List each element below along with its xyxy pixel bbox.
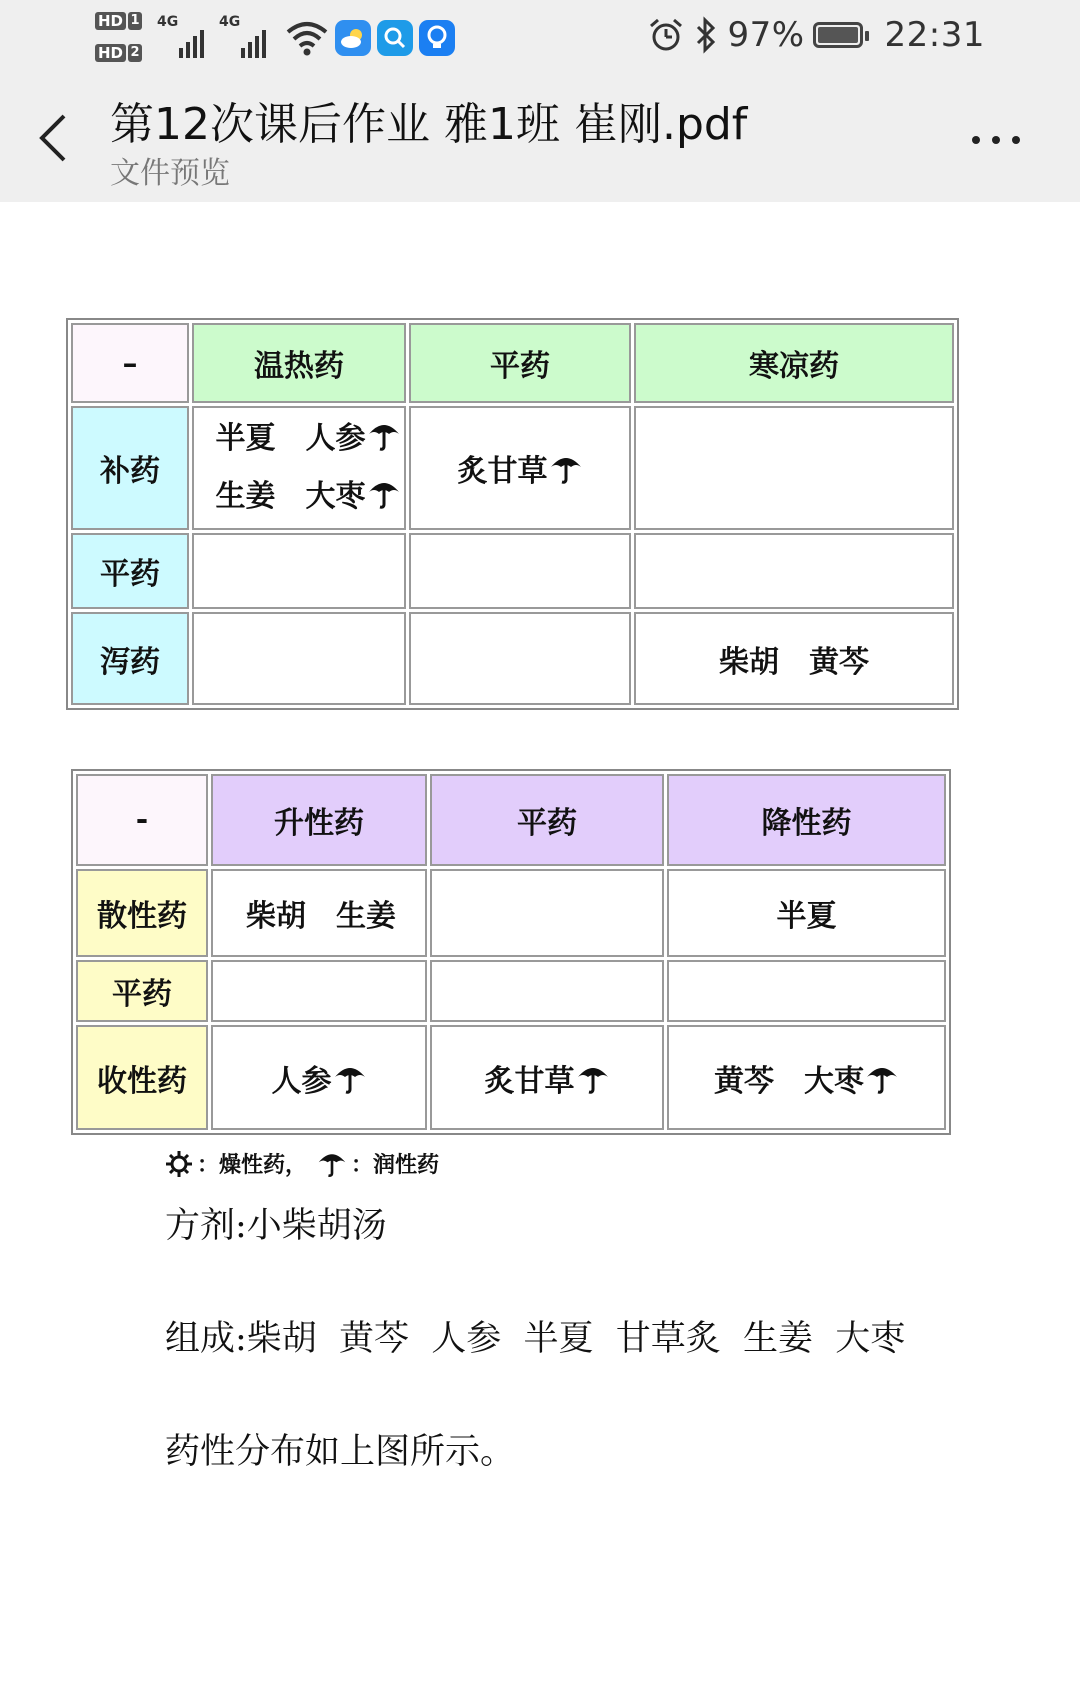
column-header-descending: 降性药 [667, 774, 946, 866]
direction-table [71, 769, 951, 1135]
signal-icon: 4G [157, 14, 213, 58]
table-corner-cell: – [71, 323, 189, 403]
more-dot-icon [1012, 136, 1020, 144]
bluetooth-icon [693, 16, 719, 54]
table-cell [192, 612, 406, 705]
table-cell [634, 533, 954, 609]
table-cell: 柴胡 生姜 [211, 869, 427, 957]
umbrella-icon [576, 1063, 610, 1095]
table-cell [409, 612, 631, 705]
umbrella-icon [333, 1063, 367, 1095]
table-cell [430, 869, 664, 957]
symbol-legend [165, 1148, 439, 1179]
table-cell: 半夏 [667, 869, 946, 957]
row-header-neutral: 平药 [71, 533, 189, 609]
battery-icon [813, 22, 863, 48]
table-corner-cell: - [76, 774, 208, 866]
sim2-number: 2 [128, 44, 142, 62]
column-header-warm: 温热药 [192, 323, 406, 403]
alarm-icon [647, 16, 685, 54]
hd-badge: HD [95, 44, 126, 62]
table-cell: 黄芩 大枣 [667, 1025, 946, 1130]
note-line: 药性分布如上图所示。 [165, 1432, 516, 1472]
chevron-left-icon [32, 108, 76, 168]
row-header-astringent: 收性药 [76, 1025, 208, 1130]
umbrella-icon [865, 1063, 899, 1095]
table-cell: 柴胡 黄芩 [634, 612, 954, 705]
umbrella-icon [317, 1149, 347, 1179]
table-cell [192, 533, 406, 609]
umbrella-icon [549, 453, 583, 485]
row-header-purge: 泻药 [71, 612, 189, 705]
signal-icon: 4G [219, 14, 275, 58]
search-app-icon [377, 20, 413, 56]
column-header-cold: 寒凉药 [634, 323, 954, 403]
row-header-dispersing: 散性药 [76, 869, 208, 957]
lightbulb-app-icon [419, 20, 455, 56]
row-header-neutral: 平药 [76, 960, 208, 1023]
more-options-button[interactable] [972, 120, 1032, 160]
back-button[interactable] [32, 108, 76, 168]
more-dot-icon [992, 136, 1000, 144]
table-cell [667, 960, 946, 1023]
formula-line: 方剂:小柴胡汤 [165, 1206, 387, 1246]
table-cell: 半夏 人参 生姜 大枣 [192, 406, 406, 530]
table-cell: 炙甘草 [409, 406, 631, 530]
sim1-number: 1 [128, 12, 142, 30]
umbrella-icon [367, 478, 401, 510]
weather-app-icon [335, 20, 371, 56]
more-dot-icon [972, 136, 980, 144]
sim-indicators [95, 8, 147, 66]
battery-percent: 97% [727, 15, 805, 55]
table-cell [430, 960, 664, 1023]
row-header-tonify: 补药 [71, 406, 189, 530]
table-cell [409, 533, 631, 609]
sun-gear-icon [165, 1150, 193, 1178]
column-header-neutral: 平药 [430, 774, 664, 866]
column-header-ascending: 升性药 [211, 774, 427, 866]
legend-dry-label: ：燥性药， [197, 1152, 308, 1178]
wifi-icon [285, 18, 329, 58]
table-cell [211, 960, 427, 1023]
clock: 22:31 [884, 15, 985, 55]
umbrella-icon [367, 420, 401, 452]
status-bar-right [647, 10, 985, 60]
hd-badge: HD [95, 12, 126, 30]
column-header-neutral: 平药 [409, 323, 631, 403]
table-cell: 炙甘草 [430, 1025, 664, 1130]
temperature-tonify-table [66, 318, 959, 710]
table-cell [634, 406, 954, 530]
top-bar [0, 0, 1080, 202]
document-title: 第12次课后作业 雅1班 崔刚.pdf [110, 99, 748, 150]
composition-line: 组成:柴胡 黄芩 人参 半夏 甘草炙 生姜 大枣 [165, 1319, 906, 1359]
document-subtitle: 文件预览 [110, 156, 230, 191]
table-cell: 人参 [211, 1025, 427, 1130]
legend-moist-label: ：润性药 [351, 1152, 440, 1178]
